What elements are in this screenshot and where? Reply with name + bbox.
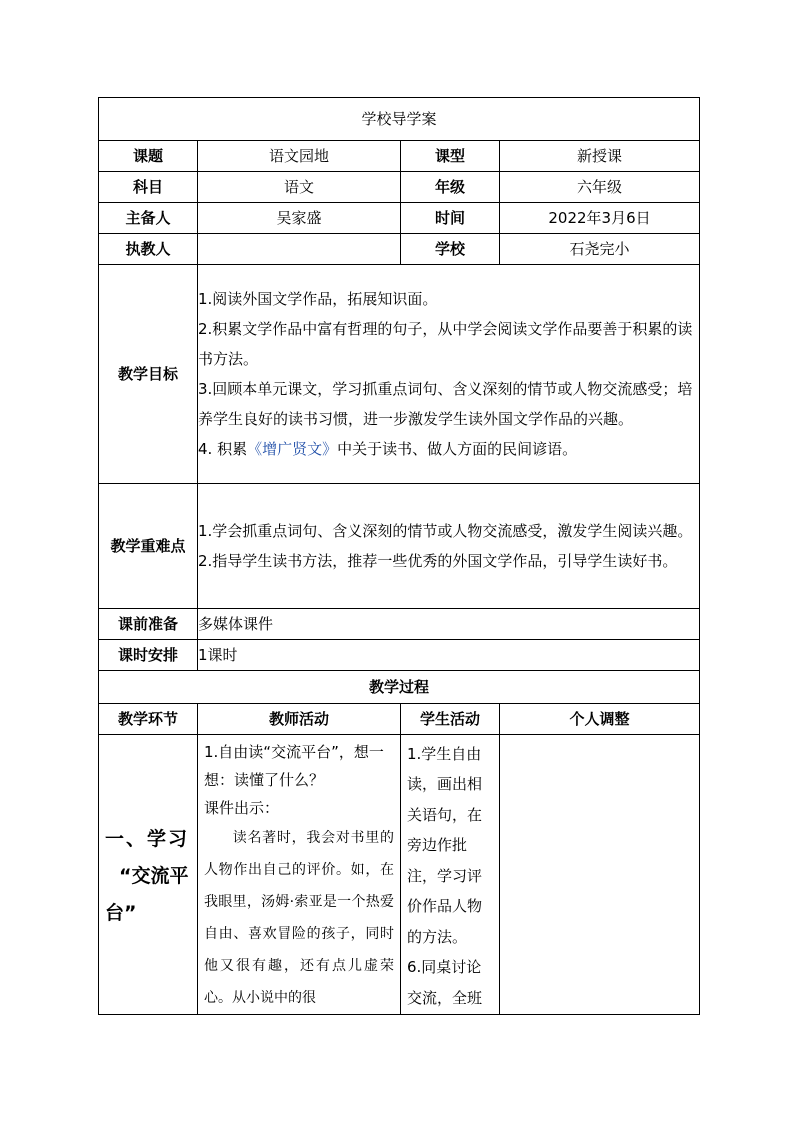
student-step-1: 1.学生自由读，画出相关语句，在旁边作批注，学习评价作品人物的方法。 — [407, 744, 483, 946]
value-grade: 六年级 — [500, 172, 700, 203]
label-date: 时间 — [401, 203, 500, 234]
goal-3: 3.回顾本单元课文，学习抓重点词句、含义深刻的情节或人物交流感受；培养学生良好的读书习惯，进一步激发学生读外国文学作品的兴趣。 — [198, 380, 693, 428]
lesson-plan-table — [98, 97, 700, 1015]
value-date: 2022年3月6日 — [500, 203, 700, 234]
stage-cell — [99, 735, 198, 1015]
goal-4: 4. 积累《增广贤文》中关于读书、做人方面的民间谚语。 — [198, 440, 578, 458]
label-lesson-type: 课型 — [401, 141, 500, 172]
label-subject: 科目 — [99, 172, 198, 203]
process-heading: 教学过程 — [99, 671, 700, 704]
col-header-teacher-activity: 教师活动 — [198, 704, 401, 735]
value-topic: 语文园地 — [198, 141, 401, 172]
label-grade: 年级 — [401, 172, 500, 203]
teacher-activity-cell — [198, 735, 401, 1015]
goal-1: 1.阅读外国文学作品，拓展知识面。 — [198, 290, 438, 308]
label-teacher: 执教人 — [99, 234, 198, 265]
col-header-student-activity: 学生活动 — [401, 704, 500, 735]
student-activity-cell — [401, 735, 500, 1015]
stage-title: 一、学习 “交流平 台” — [105, 828, 190, 924]
book-title: 《增广贤文》 — [247, 440, 338, 458]
courseware-passage: 读名著时，我会对书里的人物作出自己的评价。如，在我眼里，汤姆·索亚是一个热爱自由、喜欢冒险的孩子，同时他又很有趣，还有点儿虚荣心。从小说中的很 — [204, 830, 394, 1006]
document-title: 学校导学案 — [99, 98, 700, 141]
label-preparation: 课前准备 — [99, 609, 198, 640]
adjustment-cell — [500, 735, 700, 1015]
label-schedule: 课时安排 — [99, 640, 198, 671]
difficulty-2: 2.指导学生读书方法，推荐一些优秀的外国文学作品，引导学生读好书。 — [198, 552, 678, 570]
student-step-2: 6.同桌讨论交流，全班 — [407, 958, 483, 1007]
label-school: 学校 — [401, 234, 500, 265]
teacher-courseware: 课件出示： — [204, 799, 280, 817]
teacher-step-1: 1.自由读“交流平台”，想一想：读懂了什么？ — [204, 743, 384, 789]
col-header-stage: 教学环节 — [99, 704, 198, 735]
teaching-goals — [198, 265, 700, 484]
value-school: 石尧完小 — [500, 234, 700, 265]
label-key-difficulties: 教学重难点 — [99, 484, 198, 609]
value-schedule: 1课时 — [198, 640, 700, 671]
key-difficulties — [198, 484, 700, 609]
value-preparation: 多媒体课件 — [198, 609, 700, 640]
label-preparer: 主备人 — [99, 203, 198, 234]
value-lesson-type: 新授课 — [500, 141, 700, 172]
label-teaching-goals: 教学目标 — [99, 265, 198, 484]
value-teacher — [198, 234, 401, 265]
label-topic: 课题 — [99, 141, 198, 172]
difficulty-1: 1.学会抓重点词句、含义深刻的情节或人物交流感受，激发学生阅读兴趣。 — [198, 522, 693, 540]
goal-2: 2.积累文学作品中富有哲理的句子，从中学会阅读文学作品要善于积累的读书方法。 — [198, 320, 693, 368]
value-preparer: 吴家盛 — [198, 203, 401, 234]
value-subject: 语文 — [198, 172, 401, 203]
col-header-adjustment: 个人调整 — [500, 704, 700, 735]
